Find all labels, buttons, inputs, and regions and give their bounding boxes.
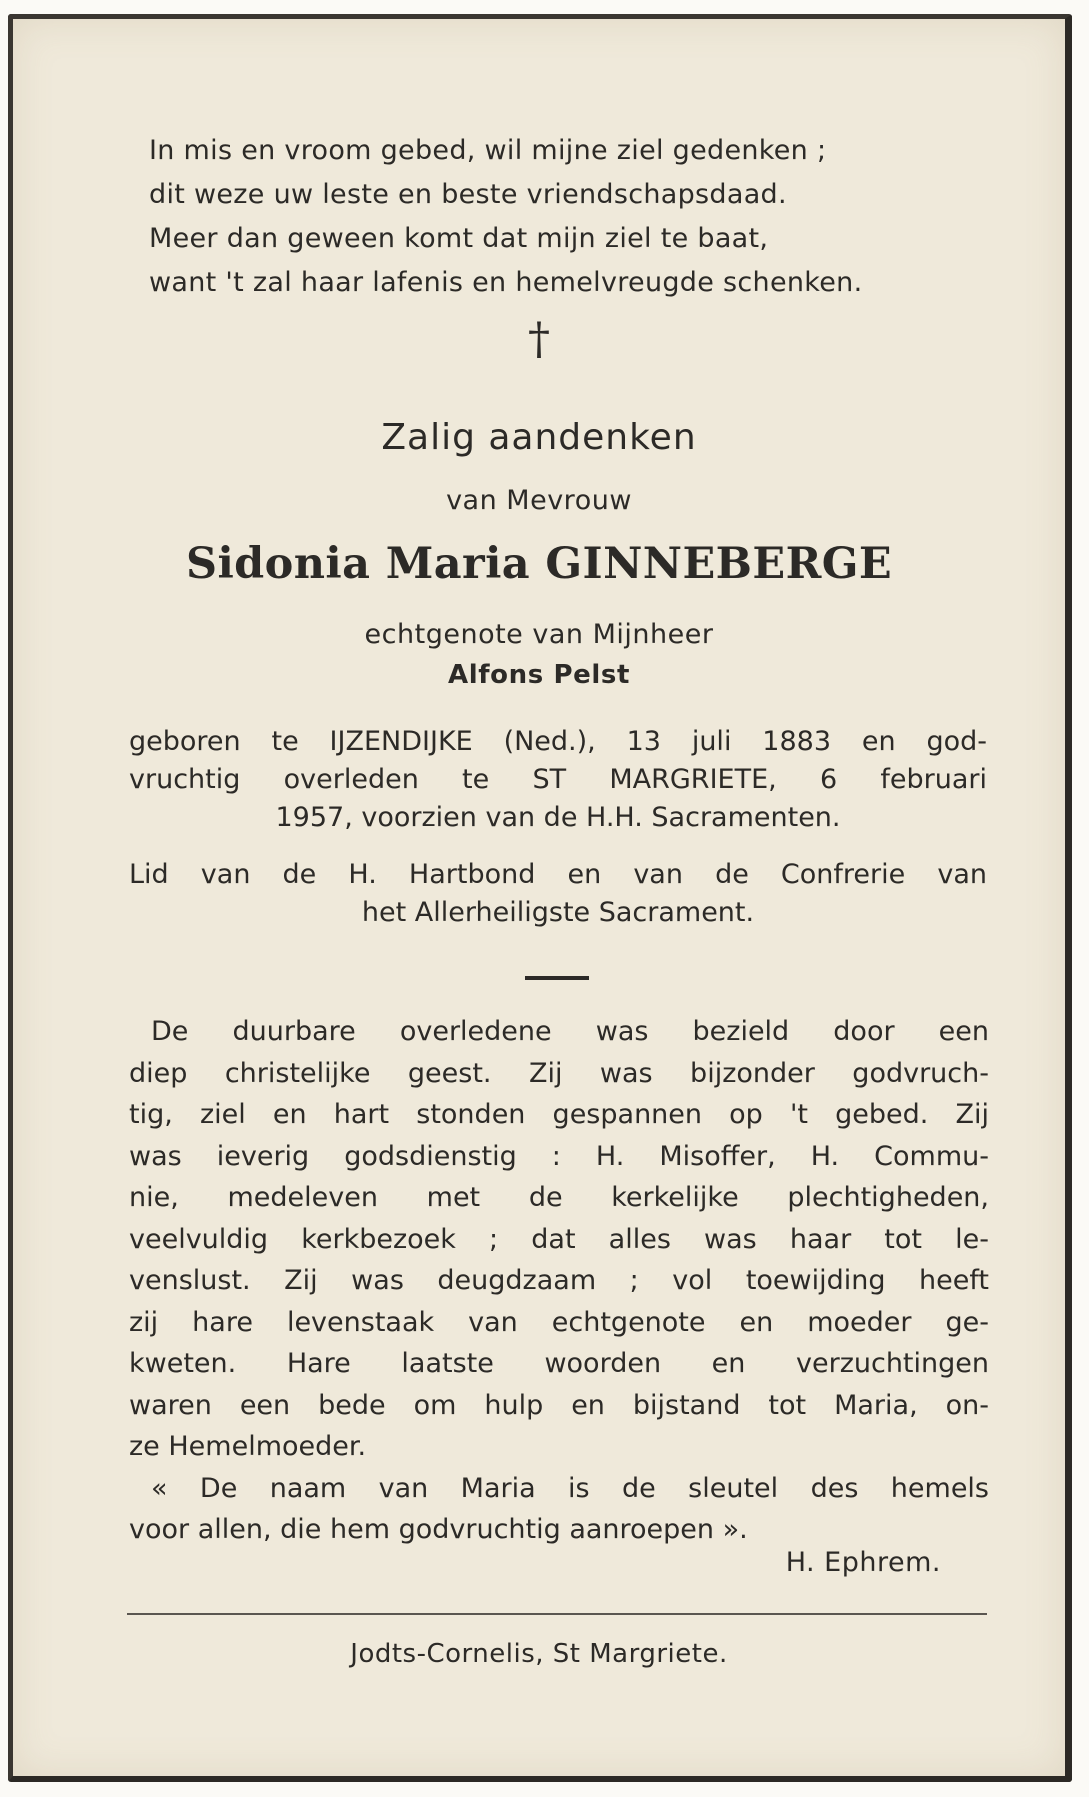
tribute-line: zij hare levenstaak van echtgenote en moeder ge- <box>129 1306 989 1338</box>
deceased-name: Sidonia Maria GINNEBERGE <box>185 539 893 589</box>
tribute-text <box>129 1011 989 1551</box>
tribute-line: ze Hemelmoeder. <box>129 1431 367 1462</box>
quote-line: voor allen, die hem godvruchtig aanroepen ». <box>129 1514 748 1545</box>
tribute-line: De duurbare overledene was bezield door een <box>151 1016 989 1047</box>
membership-info <box>129 856 987 932</box>
printer-credit: Jodts-Cornelis, St Margriete. <box>350 1639 728 1669</box>
birth-death-info <box>129 723 987 837</box>
tribute-line: was ieverig godsdienstig : H. Misoffer, H. Commu- <box>129 1140 989 1172</box>
tribute-line: kweten. Hare laatste woorden en verzuchtingen <box>129 1348 989 1379</box>
tribute-line: veelvuldig kerkbezoek ; dat alles was haar tot le- <box>129 1223 989 1255</box>
quote-line: « De naam van Maria is de sleutel des hemels <box>151 1472 989 1504</box>
poem-line: want 't zal haar lafenis en hemelvreugde schenken. <box>149 267 863 298</box>
tribute-line: waren een bede om hulp en bijstand tot Maria, on- <box>129 1389 989 1421</box>
quote-author: H. Ephrem. <box>785 1547 941 1578</box>
spouse-intro: echtgenote van Mijnheer <box>364 619 714 650</box>
poem-line: In mis en vroom gebed, wil mijne ziel gedenken ; <box>149 135 827 166</box>
tribute-line: nie, medeleven met de kerkelijke plechtigheden, <box>129 1182 989 1213</box>
title-mevrouw: van Mevrouw <box>446 485 632 516</box>
prayer-poem <box>149 129 989 305</box>
tribute-line: tig, ziel en hart stonden gespannen op 't gebed. Zij <box>129 1099 989 1130</box>
divider <box>525 976 589 980</box>
memorial-card <box>8 14 1072 1782</box>
footer-rule <box>127 1613 987 1615</box>
membership-line: het Allerheiligste Sacrament. <box>361 897 755 928</box>
tribute-line: diep christelijke geest. Zij was bijzonder godvruch- <box>129 1057 989 1089</box>
birth-death-line: geboren te IJZENDIJKE (Ned.), 13 juli 1883 en god- <box>129 726 987 757</box>
birth-death-line: vruchtig overleden te ST MARGRIETE, 6 februari <box>129 764 987 795</box>
cross-icon: † <box>528 314 550 365</box>
poem-line: Meer dan geween komt dat mijn ziel te baat, <box>149 223 769 254</box>
spouse-name: Alfons Pelst <box>448 660 630 690</box>
membership-line: Lid van de H. Hartbond en van de Confrerie van <box>129 859 987 890</box>
poem-line: dit weze uw leste en beste vriendschapsdaad. <box>149 179 787 210</box>
tribute-line: venslust. Zij was deugdzaam ; vol toewijding heeft <box>129 1265 989 1296</box>
birth-death-line: 1957, voorzien van de H.H. Sacramenten. <box>275 802 841 833</box>
heading: Zalig aandenken <box>381 417 697 458</box>
